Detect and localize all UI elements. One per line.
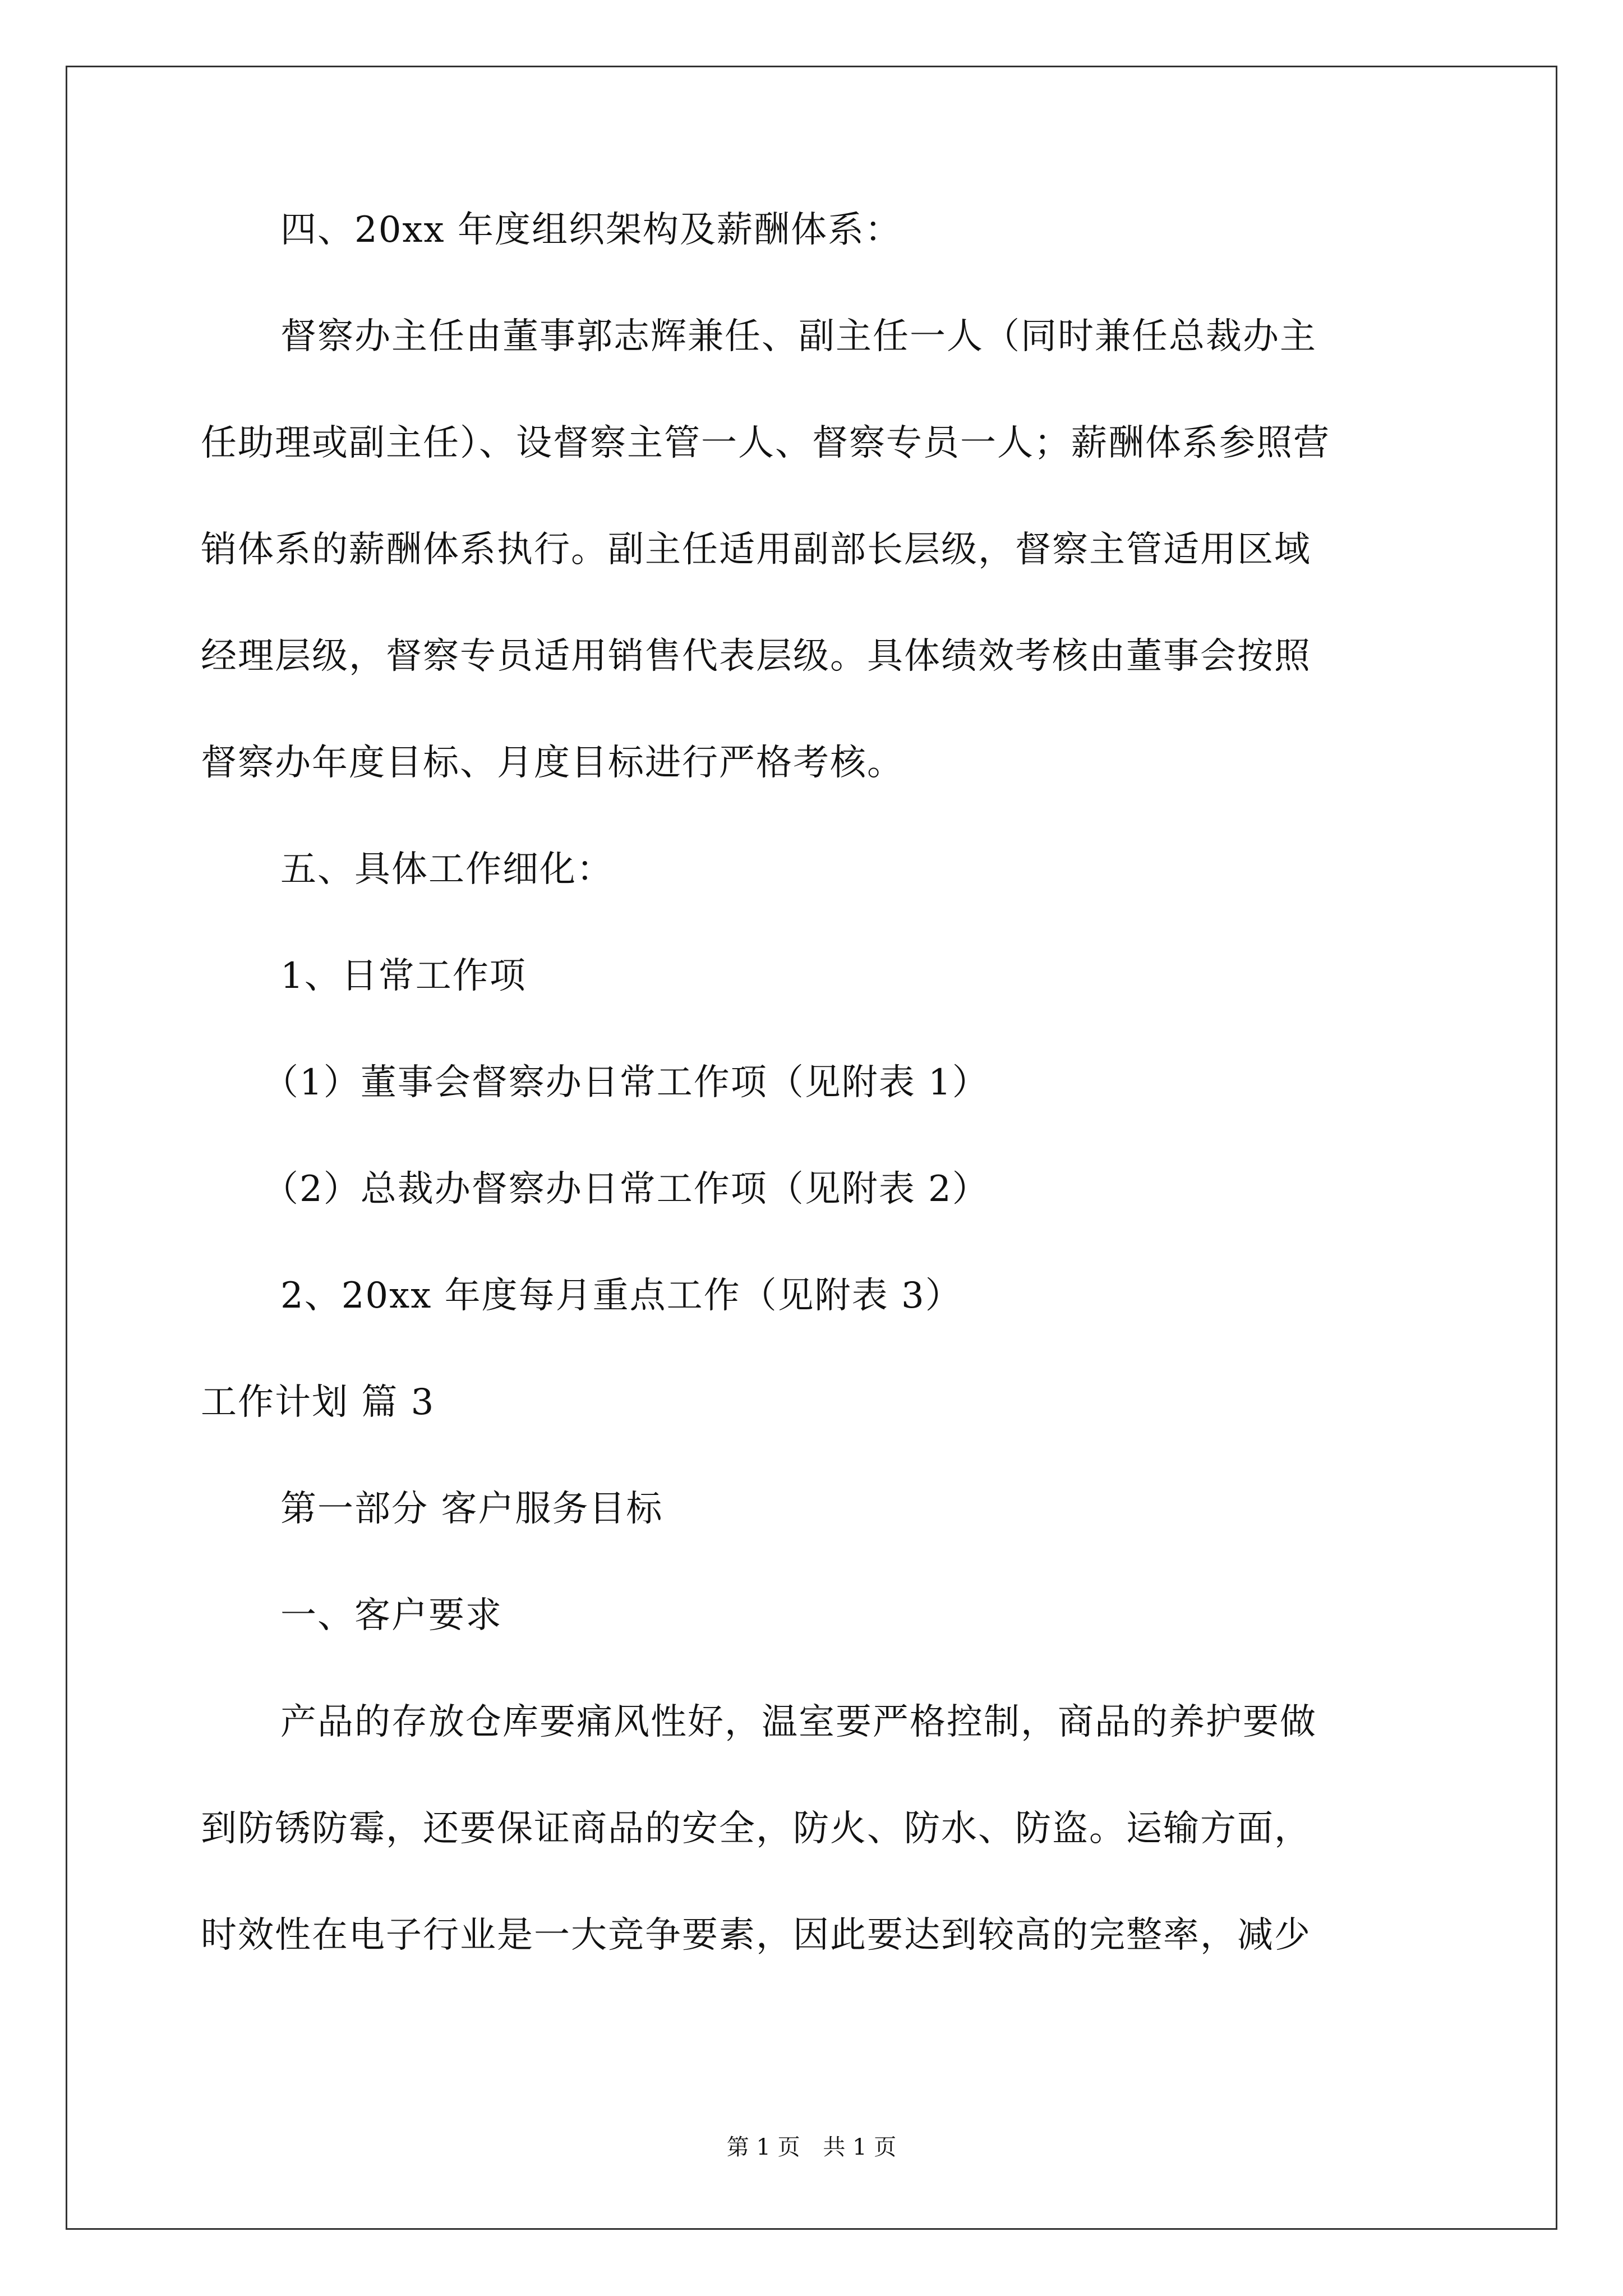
paragraph-line: 督察办年度目标、月度目标进行严格考核。 xyxy=(201,742,904,784)
paragraph-line: 产品的存放仓库要痛风性好，温室要严格控制，商品的养护要做 xyxy=(280,1701,1317,1743)
list-item: 2、20xx 年度每月重点工作（见附表 3） xyxy=(280,1275,962,1317)
section-heading-4: 四、20xx 年度组织架构及薪酬体系： xyxy=(280,209,902,251)
list-item: （1）董事会督察办日常工作项（见附表 1） xyxy=(262,1062,989,1103)
part-heading: 第一部分 客户服务目标 xyxy=(280,1488,663,1530)
section-heading-5: 五、具体工作细化： xyxy=(280,849,614,890)
page-number-current: 第 1 页 xyxy=(726,2134,800,2160)
page-footer xyxy=(0,2136,1623,2159)
paragraph-line: 督察办主任由董事郭志辉兼任、副主任一人（同时兼任总裁办主 xyxy=(280,316,1317,357)
subsection-heading: 一、客户要求 xyxy=(280,1595,502,1636)
list-item: 1、日常工作项 xyxy=(280,955,527,997)
page-border xyxy=(66,66,1557,2230)
paragraph-line: 时效性在电子行业是一大竞争要素，因此要达到较高的完整率，减少 xyxy=(201,1915,1311,1956)
paragraph-line: 销体系的薪酬体系执行。副主任适用副部长层级，督察主管适用区域 xyxy=(201,529,1311,570)
paragraph-line: 经理层级，督察专员适用销售代表层级。具体绩效考核由董事会按照 xyxy=(201,636,1311,677)
paragraph-line: 任助理或副主任）、设督察主管一人、督察专员一人；薪酬体系参照营 xyxy=(201,422,1330,464)
article-title: 工作计划 篇 3 xyxy=(201,1382,435,1423)
list-item: （2）总裁办督察办日常工作项（见附表 2） xyxy=(262,1168,989,1210)
page-number-total: 共 1 页 xyxy=(823,2134,897,2160)
paragraph-line: 到防锈防霉，还要保证商品的安全，防火、防水、防盗。运输方面， xyxy=(201,1808,1311,1849)
